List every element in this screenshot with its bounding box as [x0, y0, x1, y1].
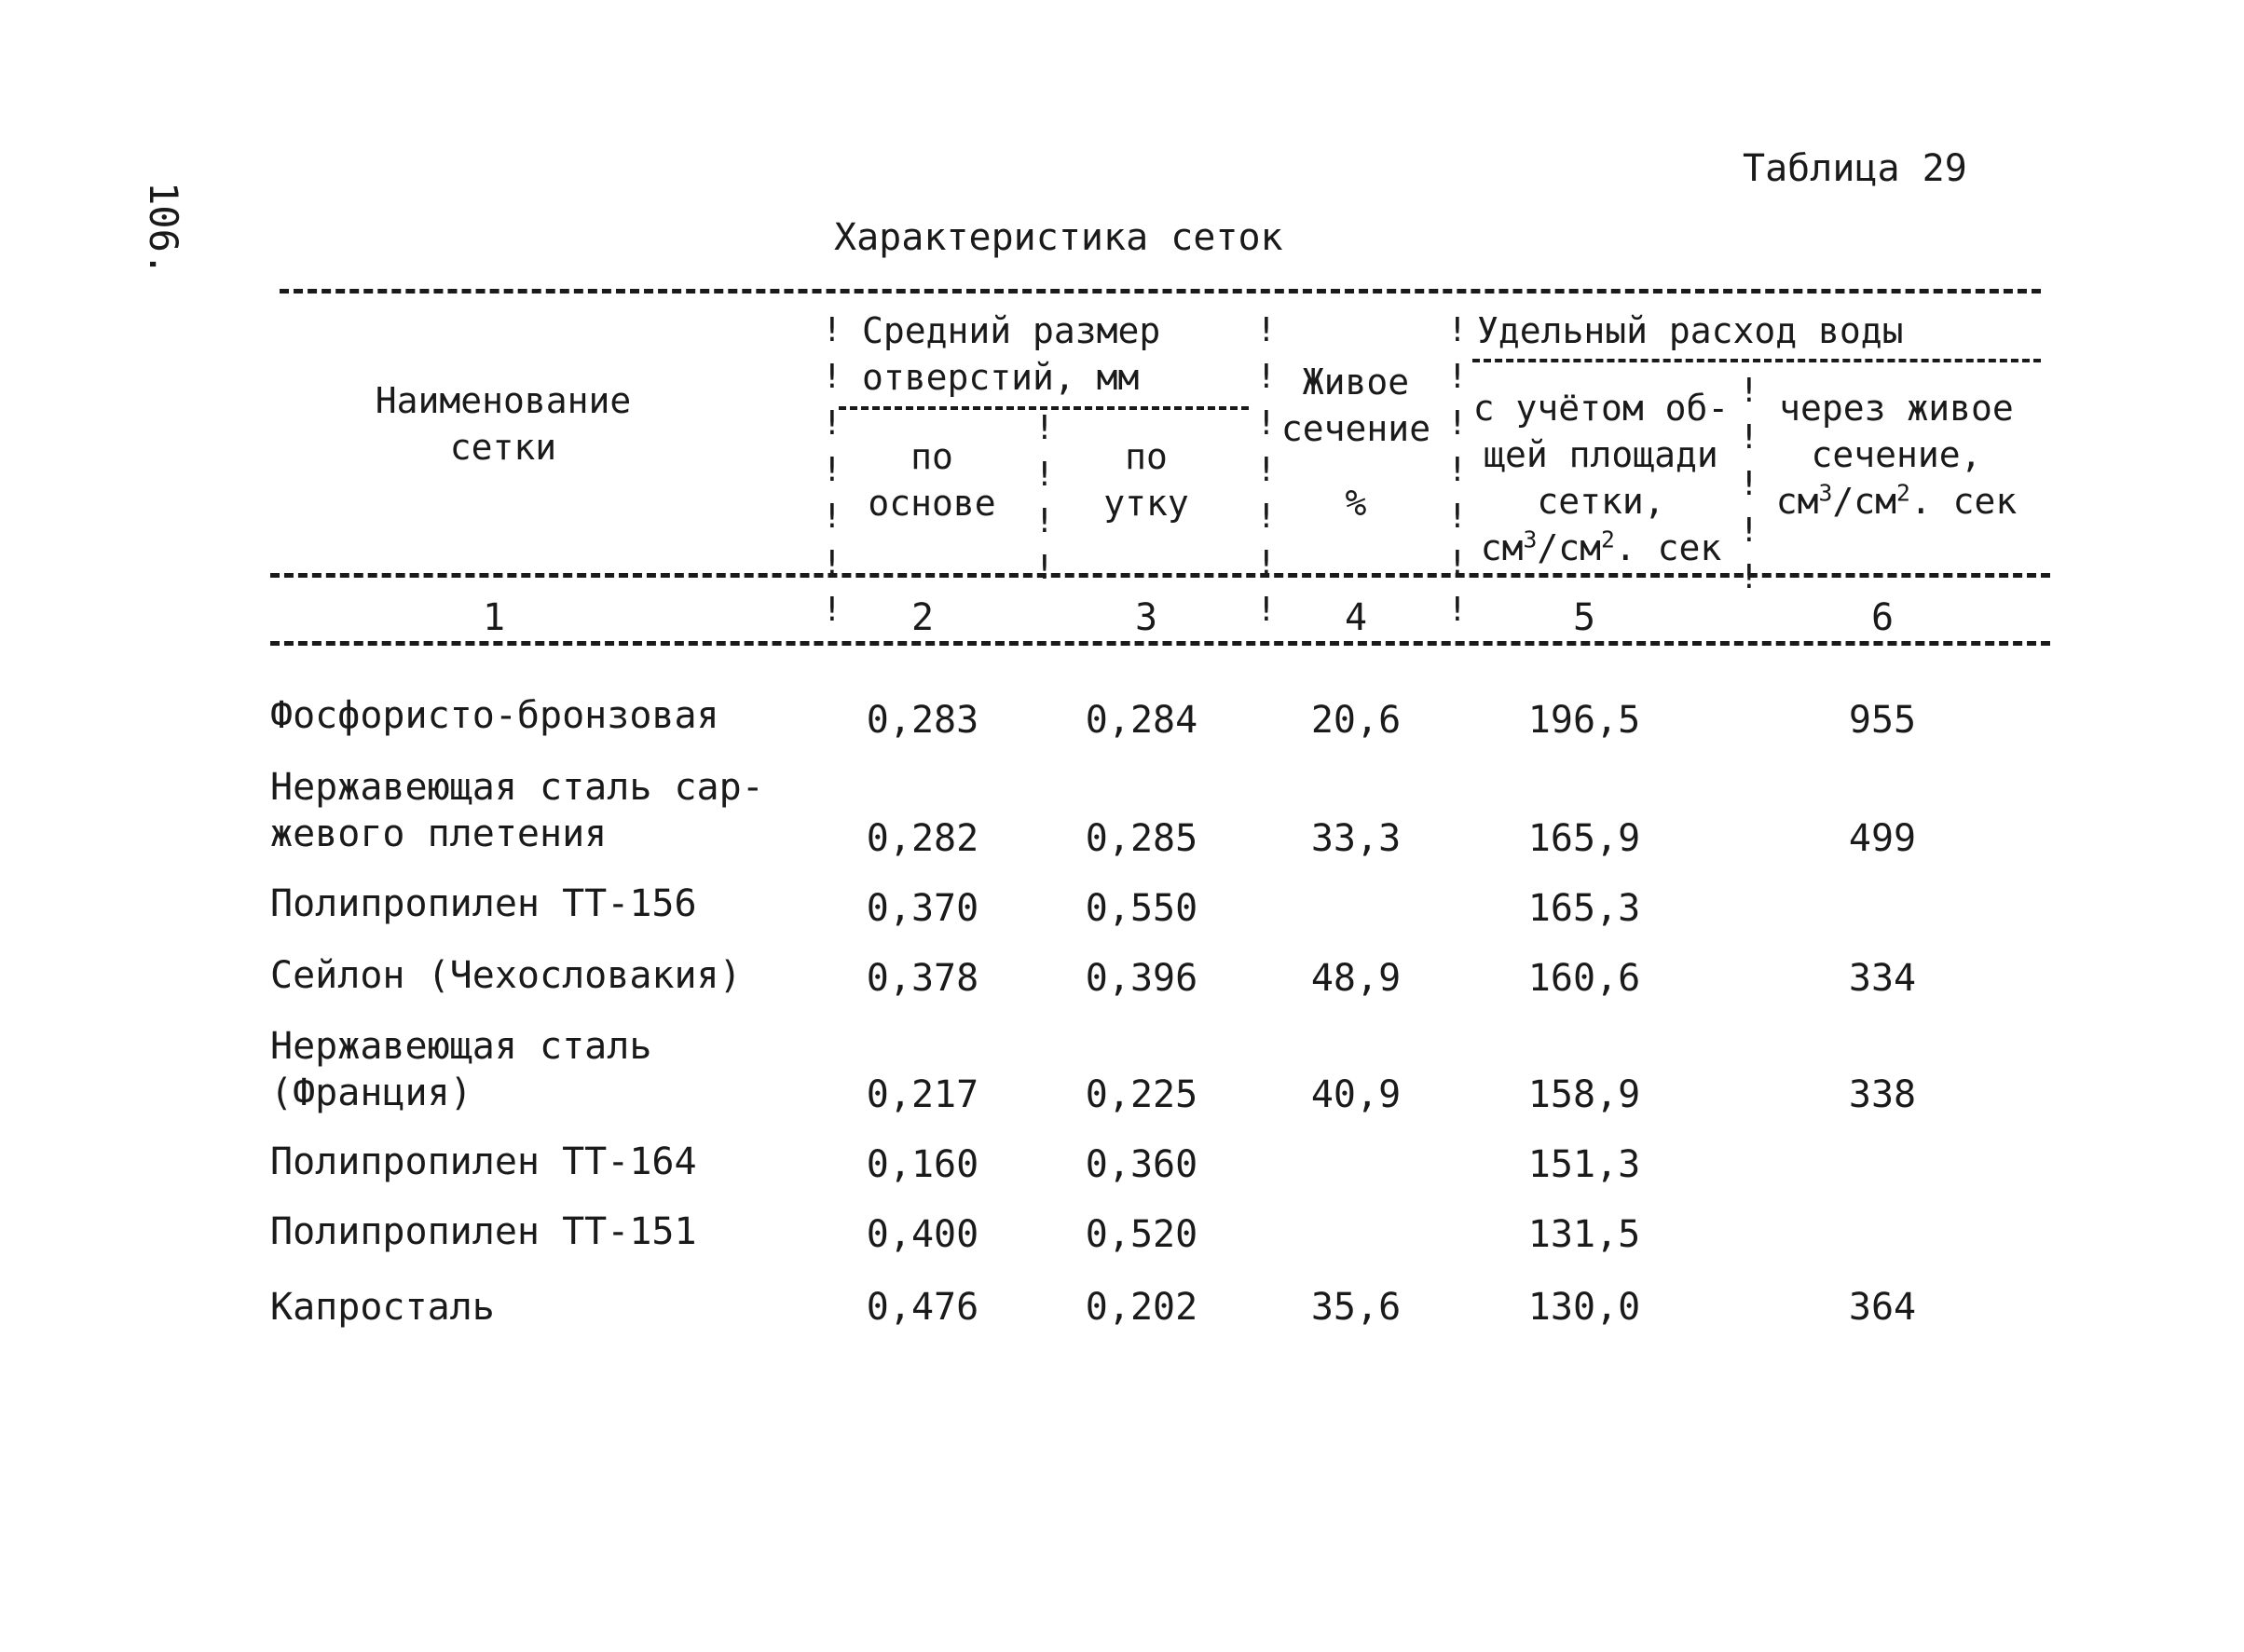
column-number: 4	[1344, 596, 1368, 639]
column-numbers-rule	[270, 641, 2050, 646]
table-row-name: Нержавеющая сталь (Франция)	[270, 1025, 652, 1114]
column-separator: ! ! ! ! ! ! !	[1256, 311, 1277, 629]
cell-weft: 0,225	[1085, 1073, 1198, 1116]
cell-warp: 0,400	[866, 1213, 979, 1256]
header-open-area: Живое сечение %	[1280, 362, 1431, 524]
column-number: 1	[482, 596, 506, 639]
header-flow-open: через живое сечение, $см^3/см^2$. сек	[1752, 385, 2041, 525]
cell-weft: 0,520	[1085, 1213, 1198, 1256]
table-top-rule	[280, 289, 2041, 294]
table-row-name: Полипропилен ТТ-151	[270, 1210, 697, 1253]
cell-flow-open: 955	[1848, 699, 1917, 742]
flow-open-unit: $см^3/см^2$. сек	[1775, 479, 2018, 522]
table-row-name: Полипропилен ТТ-164	[270, 1140, 697, 1183]
cell-open-area: 48,9	[1310, 957, 1402, 1000]
cell-flow-total: 165,9	[1527, 817, 1641, 860]
cell-weft: 0,550	[1085, 887, 1198, 930]
cell-warp: 0,370	[866, 887, 979, 930]
cell-warp: 0,476	[866, 1286, 979, 1329]
column-separator: ! ! ! ! !	[1739, 372, 1759, 596]
cell-flow-total: 131,5	[1527, 1213, 1641, 1256]
column-number: 2	[910, 596, 935, 639]
header-weft: по утку	[1103, 436, 1189, 524]
header-name: Наименование сетки	[375, 380, 632, 468]
cell-warp: 0,160	[866, 1143, 979, 1186]
cell-flow-open: 334	[1848, 957, 1917, 1000]
cell-flow-open: 338	[1848, 1073, 1917, 1116]
cell-weft: 0,284	[1085, 699, 1198, 742]
cell-open-area: 40,9	[1310, 1073, 1402, 1116]
cell-warp: 0,282	[866, 817, 979, 860]
column-number: 5	[1572, 596, 1596, 639]
flow-total-unit: $см^3/см^2$. сек	[1480, 526, 1722, 568]
cell-weft: 0,285	[1085, 817, 1198, 860]
cell-weft: 0,396	[1085, 957, 1198, 1000]
cell-flow-open: 364	[1848, 1286, 1917, 1329]
header-avg-size: Средний размер отверстий, мм	[862, 310, 1161, 398]
cell-open-area: 35,6	[1310, 1286, 1402, 1329]
cell-warp: 0,217	[866, 1073, 979, 1116]
column-separator: ! ! ! ! ! ! !	[1447, 311, 1468, 629]
cell-flow-total: 165,3	[1527, 887, 1641, 930]
header-water-flow: Удельный расход воды	[1477, 310, 1904, 351]
column-number: 6	[1870, 596, 1895, 639]
table-row-name: Нержавеющая сталь сар- жевого плетения	[270, 766, 764, 855]
cell-weft: 0,360	[1085, 1143, 1198, 1186]
cell-open-area: 33,3	[1310, 817, 1402, 860]
header-bottom-rule	[270, 573, 2050, 578]
cell-flow-open: 499	[1848, 817, 1917, 860]
table-row-name: Капросталь	[270, 1286, 495, 1329]
cell-open-area: 20,6	[1310, 699, 1402, 742]
cell-flow-total: 151,3	[1527, 1143, 1641, 1186]
column-separator: ! ! ! ! ! ! !	[822, 311, 842, 629]
table-title: Характеристика сеток	[834, 216, 1283, 259]
column-separator: ! ! ! !	[1034, 409, 1055, 587]
table-label: Таблица 29	[1743, 147, 1967, 190]
table-row-name: Фосфористо-бронзовая	[270, 694, 719, 737]
table-row-name: Полипропилен ТТ-156	[270, 882, 697, 925]
water-flow-underline	[1472, 359, 2041, 362]
page-number: 106.	[141, 182, 186, 277]
cell-flow-total: 158,9	[1527, 1073, 1641, 1116]
cell-weft: 0,202	[1085, 1286, 1198, 1329]
cell-flow-total: 160,6	[1527, 957, 1641, 1000]
cell-warp: 0,378	[866, 957, 979, 1000]
table-row-name: Сейлон (Чехословакия)	[270, 954, 742, 997]
cell-flow-total: 196,5	[1527, 699, 1641, 742]
cell-warp: 0,283	[866, 699, 979, 742]
header-warp: по основе	[868, 436, 996, 524]
header-flow-total: с учётом об- щей площади сетки, $см^3/см^2$. сек	[1461, 385, 1741, 571]
cell-flow-total: 130,0	[1527, 1286, 1641, 1329]
column-number: 3	[1134, 596, 1158, 639]
